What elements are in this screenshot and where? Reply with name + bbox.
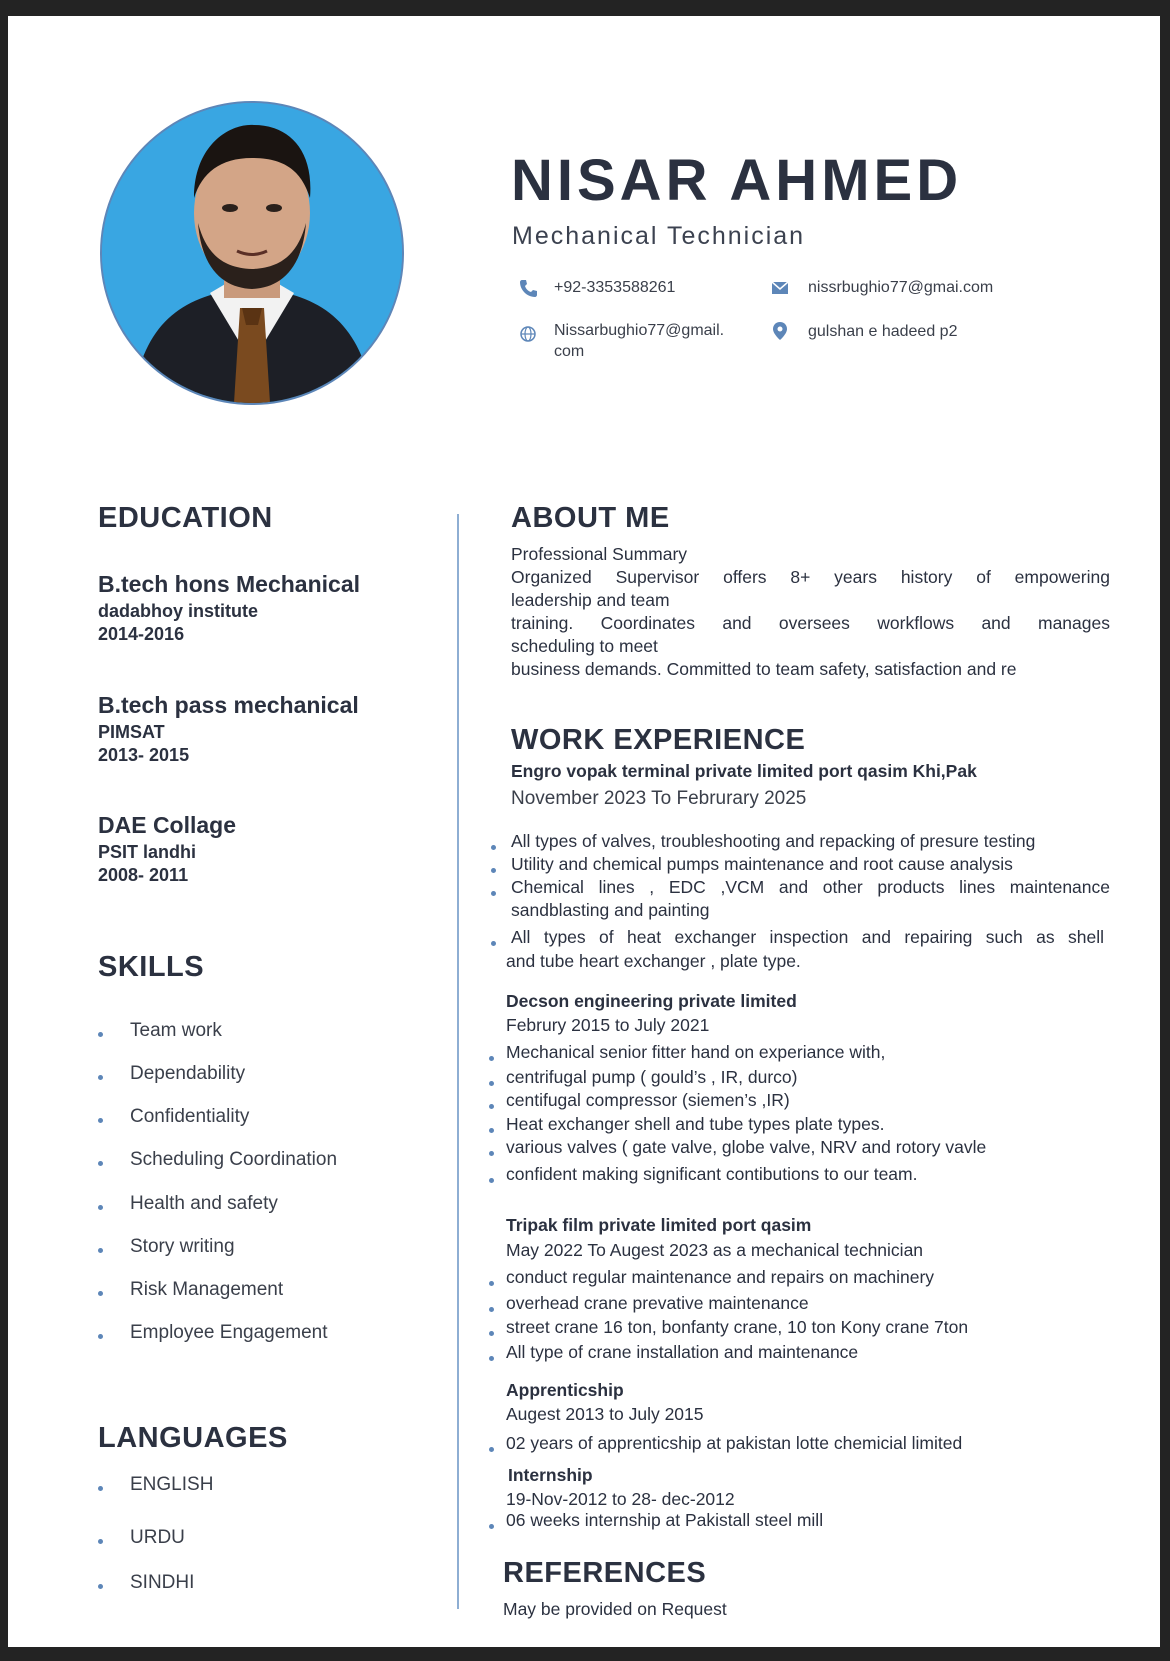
bullet-icon (98, 1075, 103, 1080)
language-item: SINDHI (130, 1572, 195, 1593)
bullet-icon (489, 1178, 494, 1183)
bullet-icon (98, 1205, 103, 1210)
bullet-icon (98, 1291, 103, 1296)
bullet-icon (489, 1281, 494, 1286)
job-dates: May 2022 To Augest 2023 as a mechanical technician (506, 1240, 924, 1260)
bullet-icon (489, 1081, 494, 1086)
references-heading: REFERENCES (503, 1557, 707, 1589)
languages-heading: LANGUAGES (98, 1422, 288, 1454)
skill-item: Dependability (130, 1063, 246, 1084)
work-experience-heading: WORK EXPERIENCE (511, 724, 806, 756)
bullet-icon (489, 1331, 494, 1336)
bullet-icon (98, 1248, 103, 1253)
job-bullet: conduct regular maintenance and repairs on machinery (506, 1267, 935, 1287)
language-item: ENGLISH (130, 1474, 214, 1495)
about-line: business demands. Committed to team safety, satisfaction and re (511, 659, 1017, 679)
website-text (554, 320, 724, 362)
skill-item: Scheduling Coordination (130, 1149, 338, 1170)
job-bullet: various valves ( gate valve, globe valve, NRV and rotory vavle (506, 1137, 987, 1157)
education-degree: B.tech pass mechanical (98, 692, 359, 718)
skill-item: Risk Management (130, 1279, 284, 1300)
job-company: Engro vopak terminal private limited port qasim Khi,Pak (511, 761, 977, 781)
job-dates: November 2023 To Februrary 2025 (511, 788, 807, 809)
bullet-icon (489, 1447, 494, 1452)
job-dates: Februry 2015 to July 2021 (506, 1015, 710, 1035)
skill-item: Confidentiality (130, 1106, 250, 1127)
job-bullet: street crane 16 ton, bonfanty crane, 10 ton Kony crane 7ton (506, 1317, 969, 1337)
job-bullet: Utility and chemical pumps maintenance and root cause analysis (511, 854, 1013, 874)
about-line: training. Coordinates and oversees workflows and manages (511, 613, 1110, 633)
job-bullet-continuation: and tube heart exchanger , plate type. (506, 951, 801, 971)
job-bullet: centrifugal pump ( gould’s , IR, durco) (506, 1067, 798, 1087)
education-degree: DAE Collage (98, 812, 237, 838)
bullet-icon (489, 1104, 494, 1109)
about-heading: ABOUT ME (511, 502, 670, 534)
bullet-icon (489, 1307, 494, 1312)
skills-heading: SKILLS (98, 951, 205, 983)
education-years: 2014-2016 (98, 624, 185, 644)
job-bullet: All type of crane installation and maintenance (506, 1342, 859, 1362)
bullet-icon (98, 1486, 103, 1491)
bullet-icon (98, 1584, 103, 1589)
job-dates: Augest 2013 to July 2015 (506, 1404, 704, 1424)
job-bullet: Chemical lines , EDC ,VCM and other products lines maintenance (511, 877, 1110, 897)
education-years: 2008- 2011 (98, 865, 189, 885)
globe-icon (518, 324, 538, 344)
job-bullet: All types of heat exchanger inspection and repairing such as shell (511, 927, 1104, 947)
bullet-icon (489, 1151, 494, 1156)
job-bullet: Heat exchanger shell and tube types plate types. (506, 1114, 885, 1134)
phone-text: +92-3353588261 (554, 279, 676, 296)
profile-photo (100, 101, 404, 405)
about-line: Professional Summary (511, 544, 688, 564)
about-line: Organized Supervisor offers 8+ years history of empowering (511, 567, 1110, 587)
bullet-icon (491, 845, 496, 850)
job-bullet: Mechanical senior fitter hand on experiance with, (506, 1042, 886, 1062)
skill-item: Story writing (130, 1236, 235, 1257)
location-pin-icon (770, 321, 790, 341)
skill-item: Employee Engagement (130, 1322, 328, 1343)
bullet-icon (98, 1334, 103, 1339)
job-company: Decson engineering private limited (506, 991, 797, 1011)
bullet-icon (489, 1524, 494, 1529)
bullet-icon (489, 1128, 494, 1133)
bullet-icon (98, 1032, 103, 1037)
education-years: 2013- 2015 (98, 745, 190, 765)
address-text: gulshan e hadeed p2 (808, 323, 958, 340)
language-item: URDU (130, 1527, 185, 1548)
resume-page (8, 16, 1160, 1647)
person-name: NISAR AHMED (511, 148, 963, 213)
bullet-icon (491, 891, 496, 896)
column-divider (457, 514, 459, 1609)
job-bullet: All types of valves, troubleshooting and repacking of presure testing (511, 831, 1036, 851)
website-line-2: com (554, 343, 585, 360)
bullet-icon (489, 1356, 494, 1361)
education-institute: PIMSAT (98, 722, 165, 742)
job-bullet: 06 weeks internship at Pakistall steel mill (506, 1510, 824, 1530)
job-company: Apprenticship (506, 1380, 624, 1400)
education-degree: B.tech hons Mechanical (98, 571, 361, 597)
education-institute: dadabhoy institute (98, 601, 259, 621)
skill-item: Team work (130, 1020, 222, 1041)
bullet-icon (98, 1118, 103, 1123)
bullet-icon (491, 941, 496, 946)
email-text: nissrbughio77@gmai.com (808, 279, 994, 296)
job-bullet-continuation: sandblasting and painting (511, 900, 710, 920)
job-title: Mechanical Technician (512, 222, 806, 250)
bullet-icon (98, 1539, 103, 1544)
bullet-icon (491, 868, 496, 873)
job-company: Internship (508, 1465, 593, 1485)
bullet-icon (489, 1056, 494, 1061)
job-bullet: overhead crane prevative maintenance (506, 1293, 809, 1313)
phone-icon (518, 278, 538, 298)
job-bullet: 02 years of apprenticship at pakistan lotte chemicial limited (506, 1433, 963, 1453)
job-bullet: centifugal compressor (siemen’s ,IR) (506, 1090, 790, 1110)
email-icon (770, 278, 790, 298)
about-line: leadership and team (511, 590, 670, 610)
job-dates: 19-Nov-2012 to 28- dec-2012 (506, 1489, 735, 1509)
bullet-icon (98, 1161, 103, 1166)
about-line: scheduling to meet (511, 636, 658, 656)
education-institute: PSIT landhi (98, 842, 197, 862)
references-text: May be provided on Request (503, 1599, 727, 1619)
job-company: Tripak film private limited port qasim (506, 1215, 812, 1235)
skill-item: Health and safety (130, 1193, 278, 1214)
job-bullet: confident making significant contibutions to our team. (506, 1164, 918, 1184)
website-line-1: Nissarbughio77@gmail. (554, 322, 725, 339)
education-heading: EDUCATION (98, 502, 273, 534)
